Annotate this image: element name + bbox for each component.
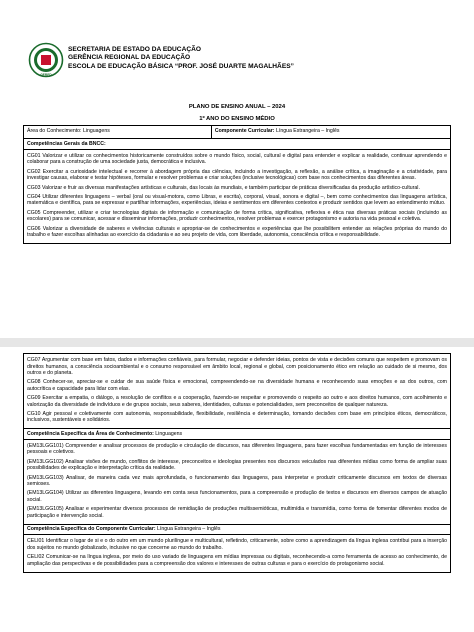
skill-em13lgg103: (EM13LGG103) Analisar, de maneira cada vez mais aprofundada, o funcionamento das linguagens, para interpretar e produzir criticamente discursos em textos de diversas semioses. [27,474,447,488]
component-cell [211,126,450,139]
general-competences-continued-cell [24,354,451,429]
general-competences-row [24,149,451,243]
competence-cg01: CG01 Valorizar e utilizar os conhecimentos historicamente construídos sobre o mundo físico, social, cultural e digital para entender e explicar a realidade, continuar aprendendo e colaborar para a construção de uma sociedade justa, democrática e inclusiva. [27,152,447,166]
component-label: Componente Curricular: [214,127,275,134]
competence-celi01: CELI01 Identificar o lugar de si e o do outro em um mundo plurilíngue e multicultural, refletindo, criticamente, sobre como a aprendizagem da língua inglesa contribui para a inserção dos sujeitos no mundo globalizado, inclusive no que concerne ao mundo do trabalho. [27,538,447,551]
plan-title: PLANO DE ENSINO ANUAL – 2024 [188,104,286,110]
document-page-2 [0,347,474,632]
competence-cg06: CG06 Valorizar a diversidade de saberes e vivências culturais e apropriar-se de conhecimentos e experiências que lhe possibilitem entender as relações próprias do mundo do trabalho e fazer escolhas alinhadas ao exercício da cidadania e ao seu projeto de vida, com liberdade, autonomia, consciência crítica e responsabilidade. [27,225,447,238]
area-specific-cell [24,439,451,524]
area-label: Área do Conhecimento: [27,127,82,134]
header-line-gerencia: GERÊNCIA REGIONAL DA EDUCAÇÃO [68,54,191,62]
area-cell [24,126,212,139]
skill-em13lgg105: (EM13LGG105) Analisar e experimentar diversos processos de remidiação de produções multissemióticas, multimídia e transmídia, como forma de fomentar diferentes modos de participação e intervenção social. [27,506,447,519]
competence-cg10: CG10 Agir pessoal e coletivamente com autonomia, responsabilidade, flexibilidade, resiliência e determinação, tomando decisões com base em princípios éticos, democráticos, inclusivos, sustentáveis e solidários. [27,410,447,424]
area-specific-value: Linguagens [155,430,183,437]
area-specific-header-row [24,429,451,440]
skill-em13lgg104: (EM13LGG104) Utilizar as diferentes linguagens, levando em conta seus funcionamentos, para a compreensão e produção de textos e discursos em diversos campos de atuação social. [27,490,447,503]
component-value: Língua Estrangeira – Inglês [276,127,340,134]
header-line-secretaria: SECRETARIA DE ESTADO DA EDUCAÇÃO [68,46,201,53]
competence-cg09: CG09 Exercitar a empatia, o diálogo, a resolução de conflitos e a cooperação, fazendo-se respeitar e promovendo o respeito ao outro e aos direitos humanos, com acolhimento e valorização da diversidade de indivíduos e de grupos sociais, seus saberes, identidades, culturas e potencialidades, sem preconceitos de qualquer natureza. [27,395,447,408]
general-competences-cell [24,149,451,243]
general-competences-header-row [24,139,451,150]
school-seal-icon [28,42,64,78]
area-row [24,126,451,139]
area-specific-header-cell [24,429,451,440]
competence-cg08: CG08 Conhecer-se, apreciar-se e cuidar de sua saúde física e emocional, compreendendo-se na diversidade humana e reconhecendo suas emoções e as dos outros, com autocrítica e capacidade para lidar com elas. [27,379,447,392]
competence-celi02: CELI02 Comunicar-se na língua inglesa, por meio do uso variado de linguagens em mídias impressas ou digitais, reconhecendo-a como ferramenta de acesso ao conhecimento, de ampliação das perspectivas e de possibilidades para a compreensão dos valores e interesses de outras culturas e para o exercício do protagonismo social. [27,554,447,567]
skill-em13lgg102: (EM13LGG102) Analisar visões de mundo, conflitos de interesse, preconceitos e ideologias presentes nos discursos veiculados nas diferentes mídias como forma de ampliar suas possibilidades de explicação e interpretação crítica da realidade. [27,458,447,472]
year-title: 1º ANO DO ENSINO MÉDIO [199,116,275,122]
competence-cg05: CG05 Compreender, utilizar e criar tecnologias digitais de informação e comunicação de forma crítica, significativa, reflexiva e ética nas diversas práticas sociais (incluindo as escolares) para se comunicar, acessar e disseminar informações, produzir conhecimentos, resolver problemas e exercer protagonismo e autoria na vida pessoal e coletiva. [27,209,447,223]
component-specific-header-cell [24,524,451,535]
competence-cg04: CG04 Utilizar diferentes linguagens – verbal (oral ou visual-motora, como Libras, e escrita), corporal, visual, sonora e digital –, bem como conhecimentos das linguagens artística, matemática e científica, para se expressar e partilhar informações, experiências, ideias e sentimentos em diferentes contextos e produzir sentidos que levem ao entendimento mútuo. [27,193,447,207]
general-competences-continued-row [24,354,451,429]
area-specific-label: Competência Específica da Área de Conhecimento: [27,430,154,437]
area-specific-row [24,439,451,524]
general-competences-title: Competências Gerais da BNCC: [24,139,451,150]
area-value: Linguagens [82,127,110,134]
component-specific-row [24,535,451,572]
competence-cg07: CG07 Argumentar com base em fatos, dados e informações confiáveis, para formular, negociar e defender ideias, pontos de vista e decisões comuns que respeitem e promovam os direitos humanos, a consciência socioambiental e o consumo responsável em âmbito local, regional e global, com posicionamento ético em relação ao cuidado de si mesmo, dos outros e do planeta. [27,357,447,376]
plan-table-page2 [23,353,451,573]
component-specific-label: Competência Específica do Componente Curricular: [27,526,156,533]
seal-text: GERED [40,73,52,77]
component-specific-cell [24,535,451,572]
skill-em13lgg101: (EM13LGG101) Compreender e analisar processos de produção e circulação de discursos, nas diferentes linguagens, para fazer escolhas fundamentadas em função de interesses pessoais e coletivos. [27,443,447,456]
component-specific-value: Língua Estrangeira – Inglês [157,526,221,533]
letterhead [28,42,448,92]
competence-cg02: CG02 Exercitar a curiosidade intelectual e recorrer à abordagem própria das ciências, incluindo a investigação, a reflexão, a análise crítica, a imaginação e a criatividade, para investigar causas, elaborar e testar hipóteses, formular e resolver problemas e criar soluções (inclusive tecnológicas) com base nos conhecimentos das diferentes áreas. [27,168,447,182]
component-specific-header-row [24,524,451,535]
header-line-escola: ESCOLA DE EDUCAÇÃO BÁSICA “PROF. JOSÉ DUARTE MAGALHÃES” [68,62,294,70]
plan-table-page1 [23,125,451,244]
competence-cg03: CG03 Valorizar e fruir as diversas manifestações artísticas e culturais, das locais às mundiais, e também participar de práticas diversificadas da produção artístico-cultural. [27,184,420,191]
